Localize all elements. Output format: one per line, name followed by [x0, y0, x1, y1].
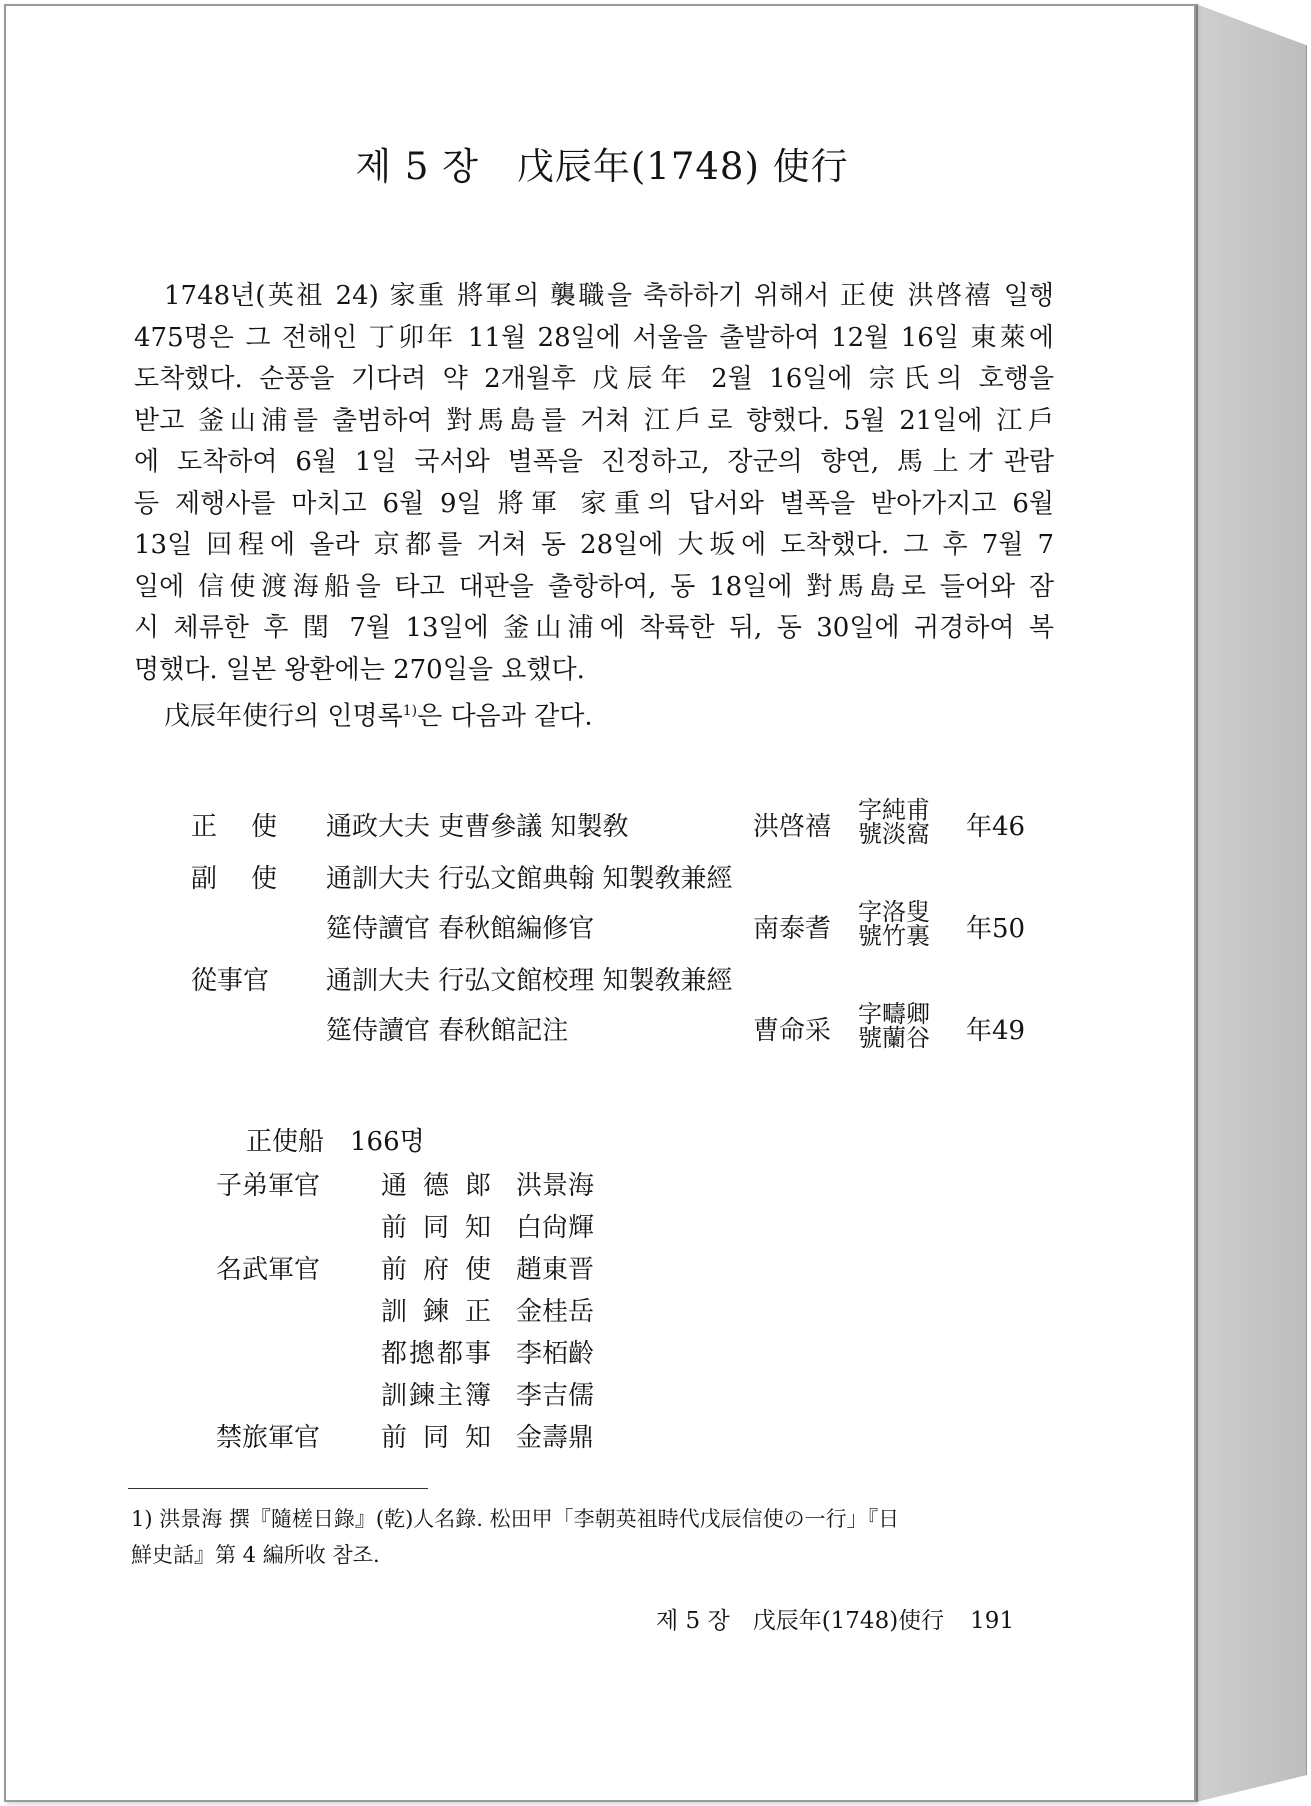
crew-name: 李吉儒 [516, 1381, 595, 1411]
page-number: 191 [970, 1608, 1015, 1634]
body-line: 명했다. 일본 왕환에는 270일을 요했다. [134, 654, 585, 685]
crew-rank: 前同知 [381, 1423, 491, 1453]
body-line: 475명은 그 전해인 丁卯年 11월 28일에 서울을 출발하여 12월 16일 東萊에 [134, 322, 1054, 353]
crew-row [216, 1165, 736, 1205]
roster-row [191, 1000, 1051, 1068]
crew-rank: 都摠都事 [381, 1339, 491, 1369]
body-line: 도착했다. 순풍을 기다려 약 2개월후 戊辰年 2월 16일에 宗氏의 호행을 [134, 364, 1054, 394]
crew-name: 趙東晋 [516, 1255, 595, 1285]
body-paragraph [134, 276, 1054, 738]
crew-row [216, 1375, 736, 1415]
roster-role: 正 使 [191, 812, 282, 842]
roster-role: 副 使 [191, 864, 282, 894]
intro-text: 戊辰年使行의 인명록 [164, 701, 403, 732]
roster-age: 年46 [966, 812, 1026, 842]
footnote [131, 1501, 1051, 1573]
crew-name: 白尙輝 [516, 1213, 595, 1243]
roster-office: 通政大夫 吏曹參議 知製敎 [326, 812, 629, 842]
body-line: 받고 釜山浦를 출범하여 對馬島를 거쳐 江戶로 향했다. 5월 21일에 江戶 [134, 405, 1054, 436]
body-line: 13일 回程에 올라 京都를 거쳐 동 28일에 大坂에 도착했다. 그 후 7월 7 [134, 530, 1054, 560]
roster-row [191, 796, 1051, 864]
body-line: 일에 信使渡海船을 타고 대판을 출항하여, 동 18일에 對馬島로 들어와 잠 [134, 571, 1054, 602]
intro-tail: 은 다음과 같다. [417, 701, 593, 732]
crew-header: 正使船 166명 [246, 1127, 425, 1157]
running-footer [656, 1602, 1014, 1635]
roster-courtesy-name: 字純甫 號淡窩 [858, 796, 930, 848]
footnote-ref: 1) [402, 703, 418, 719]
crew-role: 子弟軍官 [216, 1171, 321, 1201]
footer-chapter: 제 5 장 戊辰年(1748)使行 [656, 1608, 945, 1634]
chapter-title: 제 5 장 戊辰年(1748) 使行 [355, 145, 849, 188]
roster-office: 通訓大夫 行弘文館校理 知製敎兼經 [326, 966, 733, 996]
crew-row [216, 1291, 736, 1331]
roster-courtesy-name: 字洛叟 號竹裏 [858, 898, 930, 950]
body-line: 등 제행사를 마치고 6월 9일 將軍 家重의 답서와 별폭을 받아가지고 6월 [134, 488, 1054, 519]
crew-row [216, 1207, 736, 1247]
roster-name: 南泰耆 [753, 914, 832, 944]
document-page [4, 4, 1196, 1802]
crew-rank: 訓鍊正 [381, 1297, 491, 1327]
roster-name: 洪啓禧 [753, 812, 832, 842]
footnote-line: 1) 洪景海 撰『隨槎日錄』(乾)人名錄. 松田甲「李朝英祖時代戊辰信使の一行」『日 [131, 1507, 900, 1531]
crew-rank: 訓鍊主簿 [381, 1381, 491, 1411]
crew-name: 金桂岳 [516, 1297, 595, 1327]
crew-role: 名武軍官 [216, 1255, 321, 1285]
book-spine-line [1196, 4, 1198, 1802]
roster-office: 通訓大夫 行弘文館典翰 知製敎兼經 [326, 864, 733, 894]
roster-role: 從事官 [191, 966, 270, 996]
roster-name: 曹命采 [753, 1016, 832, 1046]
crew-rank: 前府使 [381, 1255, 491, 1285]
crew-role: 禁旅軍官 [216, 1423, 321, 1453]
crew-row [216, 1333, 736, 1373]
crew-row [216, 1249, 736, 1289]
crew-name: 金壽鼎 [516, 1423, 595, 1453]
intro-line [134, 691, 1054, 738]
roster-row [191, 898, 1051, 966]
footnote-divider [128, 1488, 428, 1489]
roster-office: 筵侍讀官 春秋館編修官 [326, 914, 595, 944]
crew-rank: 前同知 [381, 1213, 491, 1243]
footnote-line: 鮮史話』第 4 編所收 참조. [131, 1543, 380, 1567]
crew-name: 洪景海 [516, 1171, 595, 1201]
crew-name: 李栢齡 [516, 1339, 595, 1369]
body-line: 에 도착하여 6월 1일 국서와 별폭을 진정하고, 장군의 향연, 馬上才관람 [134, 447, 1054, 477]
roster-office: 筵侍讀官 春秋館記注 [326, 1016, 569, 1046]
body-line: 시 체류한 후 閏 7월 13일에 釜山浦에 착륙한 뒤, 동 30일에 귀경하여 복 [134, 613, 1054, 643]
roster-age: 年50 [966, 914, 1026, 944]
crew-rank: 通德郞 [381, 1171, 491, 1201]
body-line: 1748년(英祖 24) 家重 將軍의 襲職을 축하하기 위해서 正使 洪啓禧 일행 [164, 281, 1054, 311]
roster-courtesy-name: 字疇卿 號蘭谷 [858, 1000, 930, 1052]
crew-row [216, 1417, 736, 1457]
book-page-edges [1196, 4, 1307, 1802]
roster-age: 年49 [966, 1016, 1026, 1046]
